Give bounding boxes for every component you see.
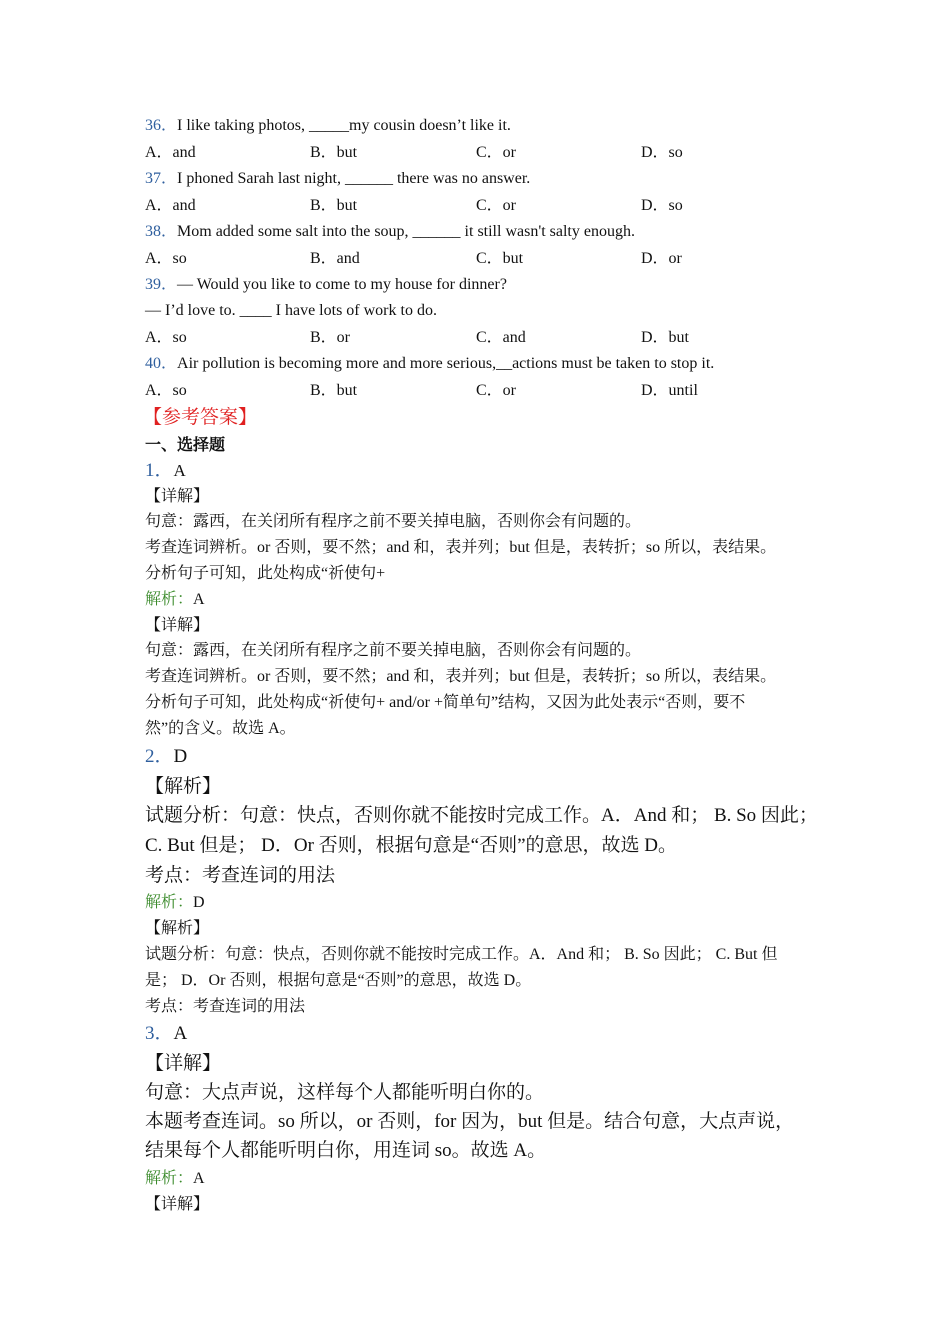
option-a: A．so (145, 250, 187, 267)
question-39 (145, 275, 507, 295)
question-38 (145, 222, 635, 242)
option-c: C．and (476, 329, 526, 346)
answer-text: 考点：考查连词的用法 (145, 865, 336, 886)
jiexi-answer: A (193, 1170, 205, 1187)
question-37 (145, 169, 530, 189)
option-c: C．or (476, 382, 517, 399)
answer-number: 1． (145, 460, 174, 481)
question-40 (145, 354, 714, 374)
answer-text: 试题分析：句意：快点，否则你就不能按时完成工作。A．And 和； B. So 因此； C. But 但 (145, 946, 778, 963)
question-number: 38． (145, 223, 178, 240)
analysis-heading: 【解析】 (145, 920, 210, 937)
option-b: B．or (310, 329, 351, 346)
question-text: Mom added some salt into the soup, ______ it still wasn't salty enough. (177, 223, 635, 240)
jiexi-line (145, 893, 205, 913)
question-text: — Would you like to come to my house for dinner? (177, 276, 507, 293)
question-36 (145, 116, 511, 136)
option-c: C．but (476, 250, 524, 267)
detail-heading: 【详解】 (145, 1053, 222, 1074)
jiexi-line (145, 590, 205, 610)
option-b: B．but (310, 144, 358, 161)
jiexi-label: 解析： (145, 894, 194, 911)
option-d: D．so (641, 144, 683, 161)
jiexi-line (145, 1169, 205, 1189)
analysis-heading: 【解析】 (145, 776, 222, 797)
answer-text: 结果每个人都能听明白你，用连词 so。故选 A。 (145, 1140, 547, 1161)
answer-number: 2． (145, 746, 174, 767)
answer-text: 考查连词辨析。or 否则，要不然；and 和，表并列；but 但是，表转折；so 所以，表结果。 (145, 539, 777, 556)
option-a: A．so (145, 382, 187, 399)
option-d: D．or (641, 250, 682, 267)
question-number: 39． (145, 276, 178, 293)
option-d: D．so (641, 197, 683, 214)
jiexi-label: 解析： (145, 591, 194, 608)
answer-2 (145, 745, 187, 769)
answer-letter: D (173, 746, 188, 767)
answer-1 (145, 459, 186, 484)
answer-text: 然”的含义。故选 A。 (145, 720, 296, 737)
answer-text: 试题分析：句意：快点，否则你就不能按时完成工作。A．And 和； B. So 因此； (145, 805, 818, 826)
answer-text: 分析句子可知，此处构成“祈使句+ and/or +简单句”结构，又因为此处表示“否则，要不 (145, 694, 746, 711)
answer-text: 考点：考查连词的用法 (145, 998, 306, 1015)
question-text: I like taking photos, _____my cousin doesn’t like it. (177, 117, 511, 134)
answer-text: 是； D．Or 否则，根据句意是“否则”的意思，故选 D。 (145, 972, 532, 989)
option-d: D．but (641, 329, 690, 346)
question-number: 40． (145, 355, 178, 372)
question-number: 37． (145, 170, 178, 187)
answer-letter: A (173, 1023, 188, 1044)
answer-text: 本题考查连词。so 所以，or 否则，for 因为，but 但是。结合句意，大点声说， (145, 1111, 795, 1132)
jiexi-answer: D (193, 894, 205, 911)
detail-heading: 【详解】 (145, 617, 210, 634)
question-text: I phoned Sarah last night, ______ there was no answer. (177, 170, 531, 187)
question-39-line-2: — I’d love to. ____ I have lots of work to do. (145, 302, 437, 319)
detail-heading: 【详解】 (145, 488, 210, 505)
answer-letter: A (173, 461, 186, 480)
answer-text: C. But 但是； D．Or 否则，根据句意是“否则”的意思，故选 D。 (145, 835, 677, 856)
answer-text: 考查连词辨析。or 否则，要不然；and 和，表并列；but 但是，表转折；so 所以，表结果。 (145, 668, 777, 685)
detail-heading: 【详解】 (145, 1196, 210, 1213)
option-d: D．until (641, 382, 698, 399)
option-c: C．or (476, 197, 517, 214)
section-heading: 一、选择题 (145, 437, 226, 454)
answer-text: 句意：大点声说，这样每个人都能听明白你的。 (145, 1082, 545, 1103)
answer-key-title: 【参考答案】 (143, 407, 258, 428)
answer-text: 分析句子可知，此处构成“祈使句+ (145, 565, 386, 582)
option-b: B．but (310, 197, 358, 214)
question-text: Air pollution is becoming more and more serious,__actions must be taken to stop it. (177, 355, 715, 372)
jiexi-label: 解析： (145, 1170, 194, 1187)
jiexi-answer: A (193, 591, 205, 608)
question-number: 36． (145, 117, 178, 134)
answer-3 (145, 1022, 187, 1046)
option-a: A．so (145, 329, 187, 346)
option-b: B．and (310, 250, 360, 267)
option-b: B．but (310, 382, 358, 399)
answer-text: 句意：露西，在关闭所有程序之前不要关掉电脑，否则你会有问题的。 (145, 513, 642, 530)
option-c: C．or (476, 144, 517, 161)
answer-text: 句意：露西，在关闭所有程序之前不要关掉电脑，否则你会有问题的。 (145, 642, 642, 659)
option-a: A．and (145, 144, 196, 161)
answer-number: 3． (145, 1023, 174, 1044)
option-a: A．and (145, 197, 196, 214)
